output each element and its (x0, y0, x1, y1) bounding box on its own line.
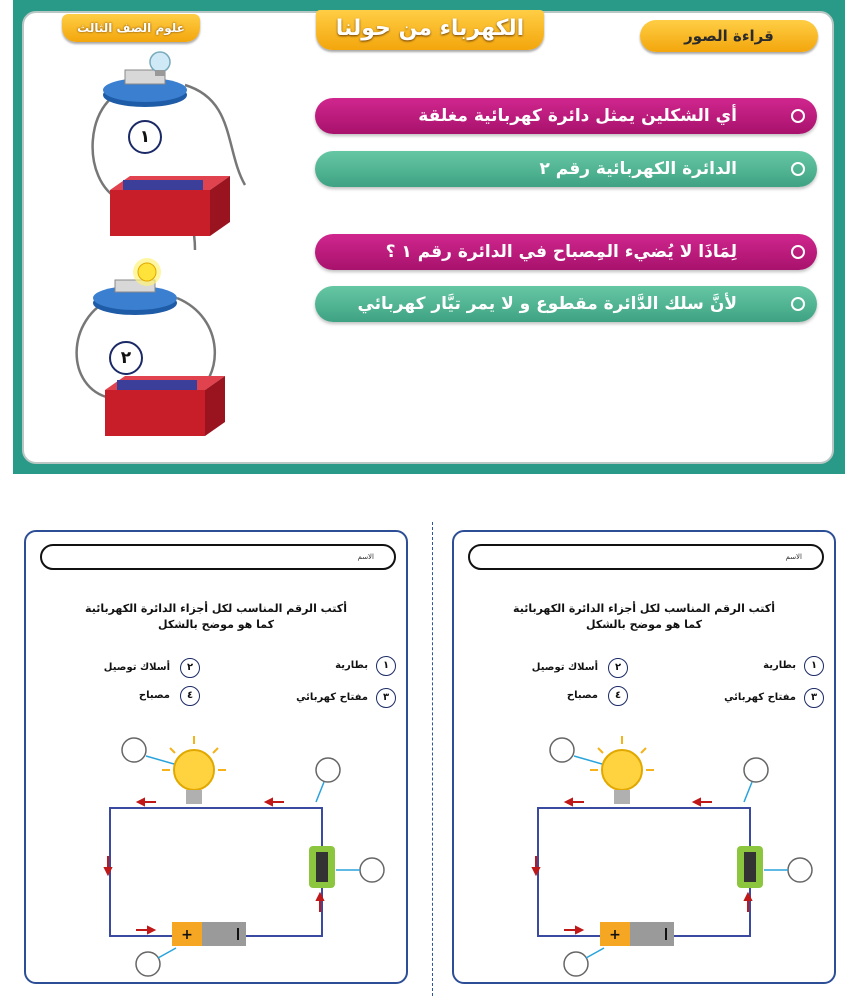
grade-tab: علوم الصف الثالث (62, 14, 200, 42)
legend-number: ١ (376, 656, 396, 676)
question-2-text: لِمَاذَا لا يُضيء المِصباح في الدائرة رقم ١ ؟ (385, 242, 737, 262)
legend-label-wires: أسلاك توصيل (103, 662, 170, 673)
instruction-line-2: كما هو موضح بالشكل (158, 618, 274, 631)
name-label: الاسم (785, 553, 802, 561)
answer-circles (122, 738, 384, 976)
legend-number: ٤ (608, 686, 628, 706)
switch-icon (737, 846, 763, 888)
svg-text:+: + (181, 927, 193, 943)
svg-text:+: + (609, 927, 621, 943)
answer-circles (550, 738, 812, 976)
legend-number: ١ (804, 656, 824, 676)
instruction-line-1: أكتب الرقم المناسب لكل أجزاء الدائرة الكهربائية (85, 602, 347, 615)
legend-number: ٢ (608, 658, 628, 678)
circuit-diagram (26, 722, 406, 982)
legend-number: ٤ (180, 686, 200, 706)
legend-label-switch: مفتاح كهربائي (724, 692, 796, 703)
worksheet-card-left (24, 530, 408, 984)
answer-2 (315, 286, 817, 322)
circuit-2-label: ٢ (109, 341, 143, 375)
bullet-icon (791, 245, 805, 259)
bullet-icon (791, 162, 805, 176)
switch-icon (309, 846, 335, 888)
worksheet-card-right (452, 530, 836, 984)
legend-label-battery: بطارية (335, 660, 368, 671)
instruction-line-2: كما هو موضح بالشكل (586, 618, 702, 631)
legend-number: ٣ (376, 688, 396, 708)
bullet-icon (791, 297, 805, 311)
legend-label-bulb: مصباح (138, 690, 170, 701)
question-1-text: أي الشكلين يمثل دائرة كهربائية مغلقة (418, 106, 737, 126)
name-label: الاسم (357, 553, 374, 561)
name-field[interactable] (40, 544, 396, 570)
circuit-diagram (454, 722, 834, 982)
legend-label-battery: بطارية (763, 660, 796, 671)
answer-2-text: لأنَّ سلك الدَّائرة مقطوع و لا يمر تيَّار كهربائي (357, 294, 737, 314)
legend-number: ٢ (180, 658, 200, 678)
bulb-icon (590, 736, 654, 804)
open-circuit-illustration (75, 40, 255, 250)
reading-images-tab: قراءة الصور (640, 20, 818, 52)
answer-1-text: الدائرة الكهربائية رقم ٢ (539, 159, 737, 179)
circuit-1-label: ١ (128, 120, 162, 154)
closed-circuit-illustration (65, 258, 235, 448)
legend-label-switch: مفتاح كهربائي (296, 692, 368, 703)
battery-icon (600, 922, 674, 946)
cut-line (432, 522, 433, 996)
bullet-icon (791, 109, 805, 123)
battery-icon (172, 922, 246, 946)
instruction-line-1: أكتب الرقم المناسب لكل أجزاء الدائرة الكهربائية (513, 602, 775, 615)
legend-label-wires: أسلاك توصيل (531, 662, 598, 673)
legend-label-bulb: مصباح (566, 690, 598, 701)
question-2 (315, 234, 817, 270)
name-field[interactable] (468, 544, 824, 570)
answer-1 (315, 151, 817, 187)
bulb-icon (162, 736, 226, 804)
lesson-title: الكهرباء من حولنا (316, 10, 544, 50)
legend-number: ٣ (804, 688, 824, 708)
question-1 (315, 98, 817, 134)
